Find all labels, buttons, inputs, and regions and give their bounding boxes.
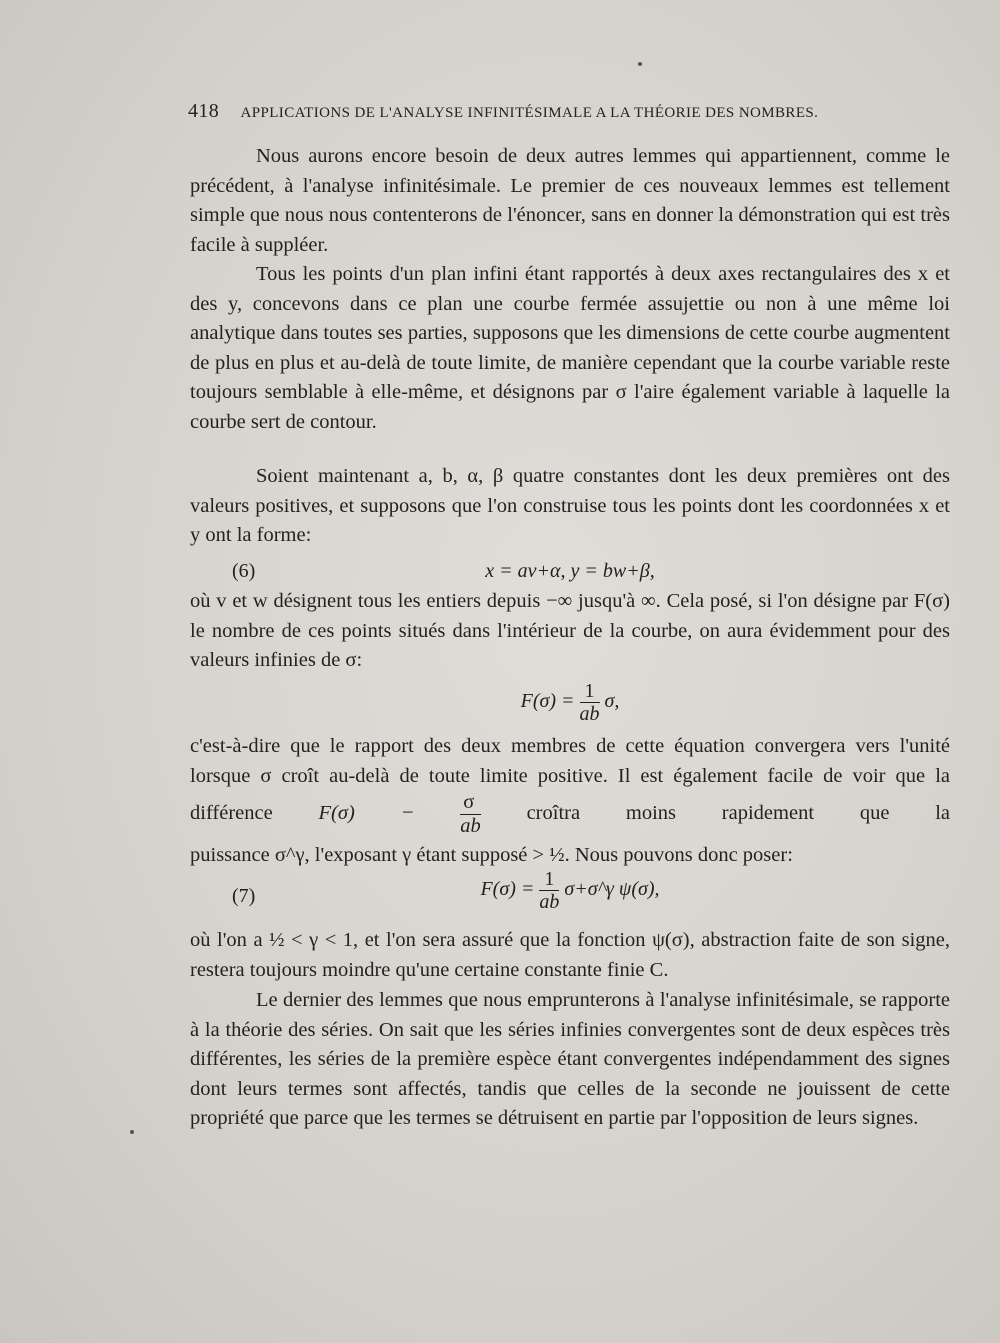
equation-7-fraction [539,868,559,913]
equation-7-denominator: ab [539,891,560,913]
equation-6: x = av+α, y = bw+β, [485,560,655,582]
paragraph-2 [190,260,950,438]
fraction-denominator: ab [579,703,600,725]
page-number: 418 [188,100,220,122]
equation-7-numerator: 1 [539,868,559,891]
paragraph-1 [190,142,950,260]
equation-asymptotic [190,680,950,725]
paper-speck [130,1130,134,1134]
difference-fraction-denominator: ab [460,814,481,837]
equation-6-number: (6) [232,560,256,582]
paragraph-5-part-a: c'est-à-dire que le rapport des deux membres de cette équation convergera vers l'unité lorsque σ croît au-delà de toute limite positive. Il est également facile de voir que la différence [190,735,950,824]
equation-7-number: (7) [232,885,256,907]
paragraph-5 [190,732,950,871]
paragraph-2-text: Tous les points d'un plan infini étant rapportés à deux axes rectangulaires des x et des y, concevons dans ce plan une courbe fermée assujettie ou non à une même loi analytique dans toutes ses parties, supposons que les dimensions de cette courbe augmentent de plus en plus et au-delà de toute limite, de manière cependant que la courbe variable reste toujours semblable à elle-même, et désignons par σ l'aire également variable à laquelle la courbe sert de contour. [190,263,950,433]
paragraph-4 [190,587,950,676]
equation-7-rhs: σ+σ^γ ψ(σ), [564,878,660,901]
paragraph-5-part-b: croîtra moins rapidement que la [526,801,951,824]
paper-speck [638,62,642,66]
difference-fraction-numerator: σ [460,791,481,815]
running-header [188,100,888,123]
fraction-numerator: 1 [580,680,600,703]
paragraph-6 [190,926,950,985]
equation-7-lhs: F(σ) = [480,878,535,901]
difference-lhs: F(σ) − [318,801,415,824]
equation-7 [190,868,950,913]
paragraph-3-text: Soient maintenant a, b, α, β quatre constantes dont les deux premières ont des valeurs positives, et supposons que l'on construise tous les points dont les coordonnées x et y ont la forme: [190,465,950,547]
paragraph-4-text: où v et w désignent tous les entiers depuis −∞ jusqu'à ∞. Cela posé, si l'on désigne par F(σ) le nombre de ces points situés dans l'intérieur de la courbe, on aura évidemment pour des valeurs infinies de σ: [190,590,950,672]
paragraph-7 [190,986,950,1134]
equation-asymptotic-rhs: σ, [604,690,620,713]
paragraph-3 [190,462,950,551]
paragraph-7-text: Le dernier des lemmes que nous emprunterons à l'analyse infinitésimale, se rapporte à la théorie des séries. On sait que les séries infinies convergentes sont de deux espèces très différentes, les séries de la première espèce étant convergentes indépendamment des signes dont leurs termes sont affectés, tandis que celles de la seconde ne jouissent de cette propriété que parce que les termes se détruisent en partie par l'opposition de leurs signes. [190,989,950,1130]
paragraph-1-text: Nous aurons encore besoin de deux autres lemmes qui appartiennent, comme le précédent, à l'analyse infinitésimale. Le premier de ces nouveaux lemmes est tellement simple que nous nous contenterons de l'énoncer, sans en donner la démonstration qui est très facile à suppléer. [190,145,950,256]
running-title: APPLICATIONS DE L'ANALYSE INFINITÉSIMALE A LA THÉORIE DES NOMBRES. [240,105,819,121]
fraction [580,680,600,725]
equation-asymptotic-lhs: F(σ) = [520,690,575,713]
paragraph-6-text: où l'on a ½ < γ < 1, et l'on sera assuré que la fonction ψ(σ), abstraction faite de son signe, restera toujours moindre qu'une certaine constante finie C. [190,929,950,981]
difference-fraction [460,791,481,837]
paragraph-5-text [190,732,950,837]
paragraph-5-part-c: puissance σ^γ, l'exposant γ étant supposé > ½. Nous pouvons donc poser: [190,844,793,867]
